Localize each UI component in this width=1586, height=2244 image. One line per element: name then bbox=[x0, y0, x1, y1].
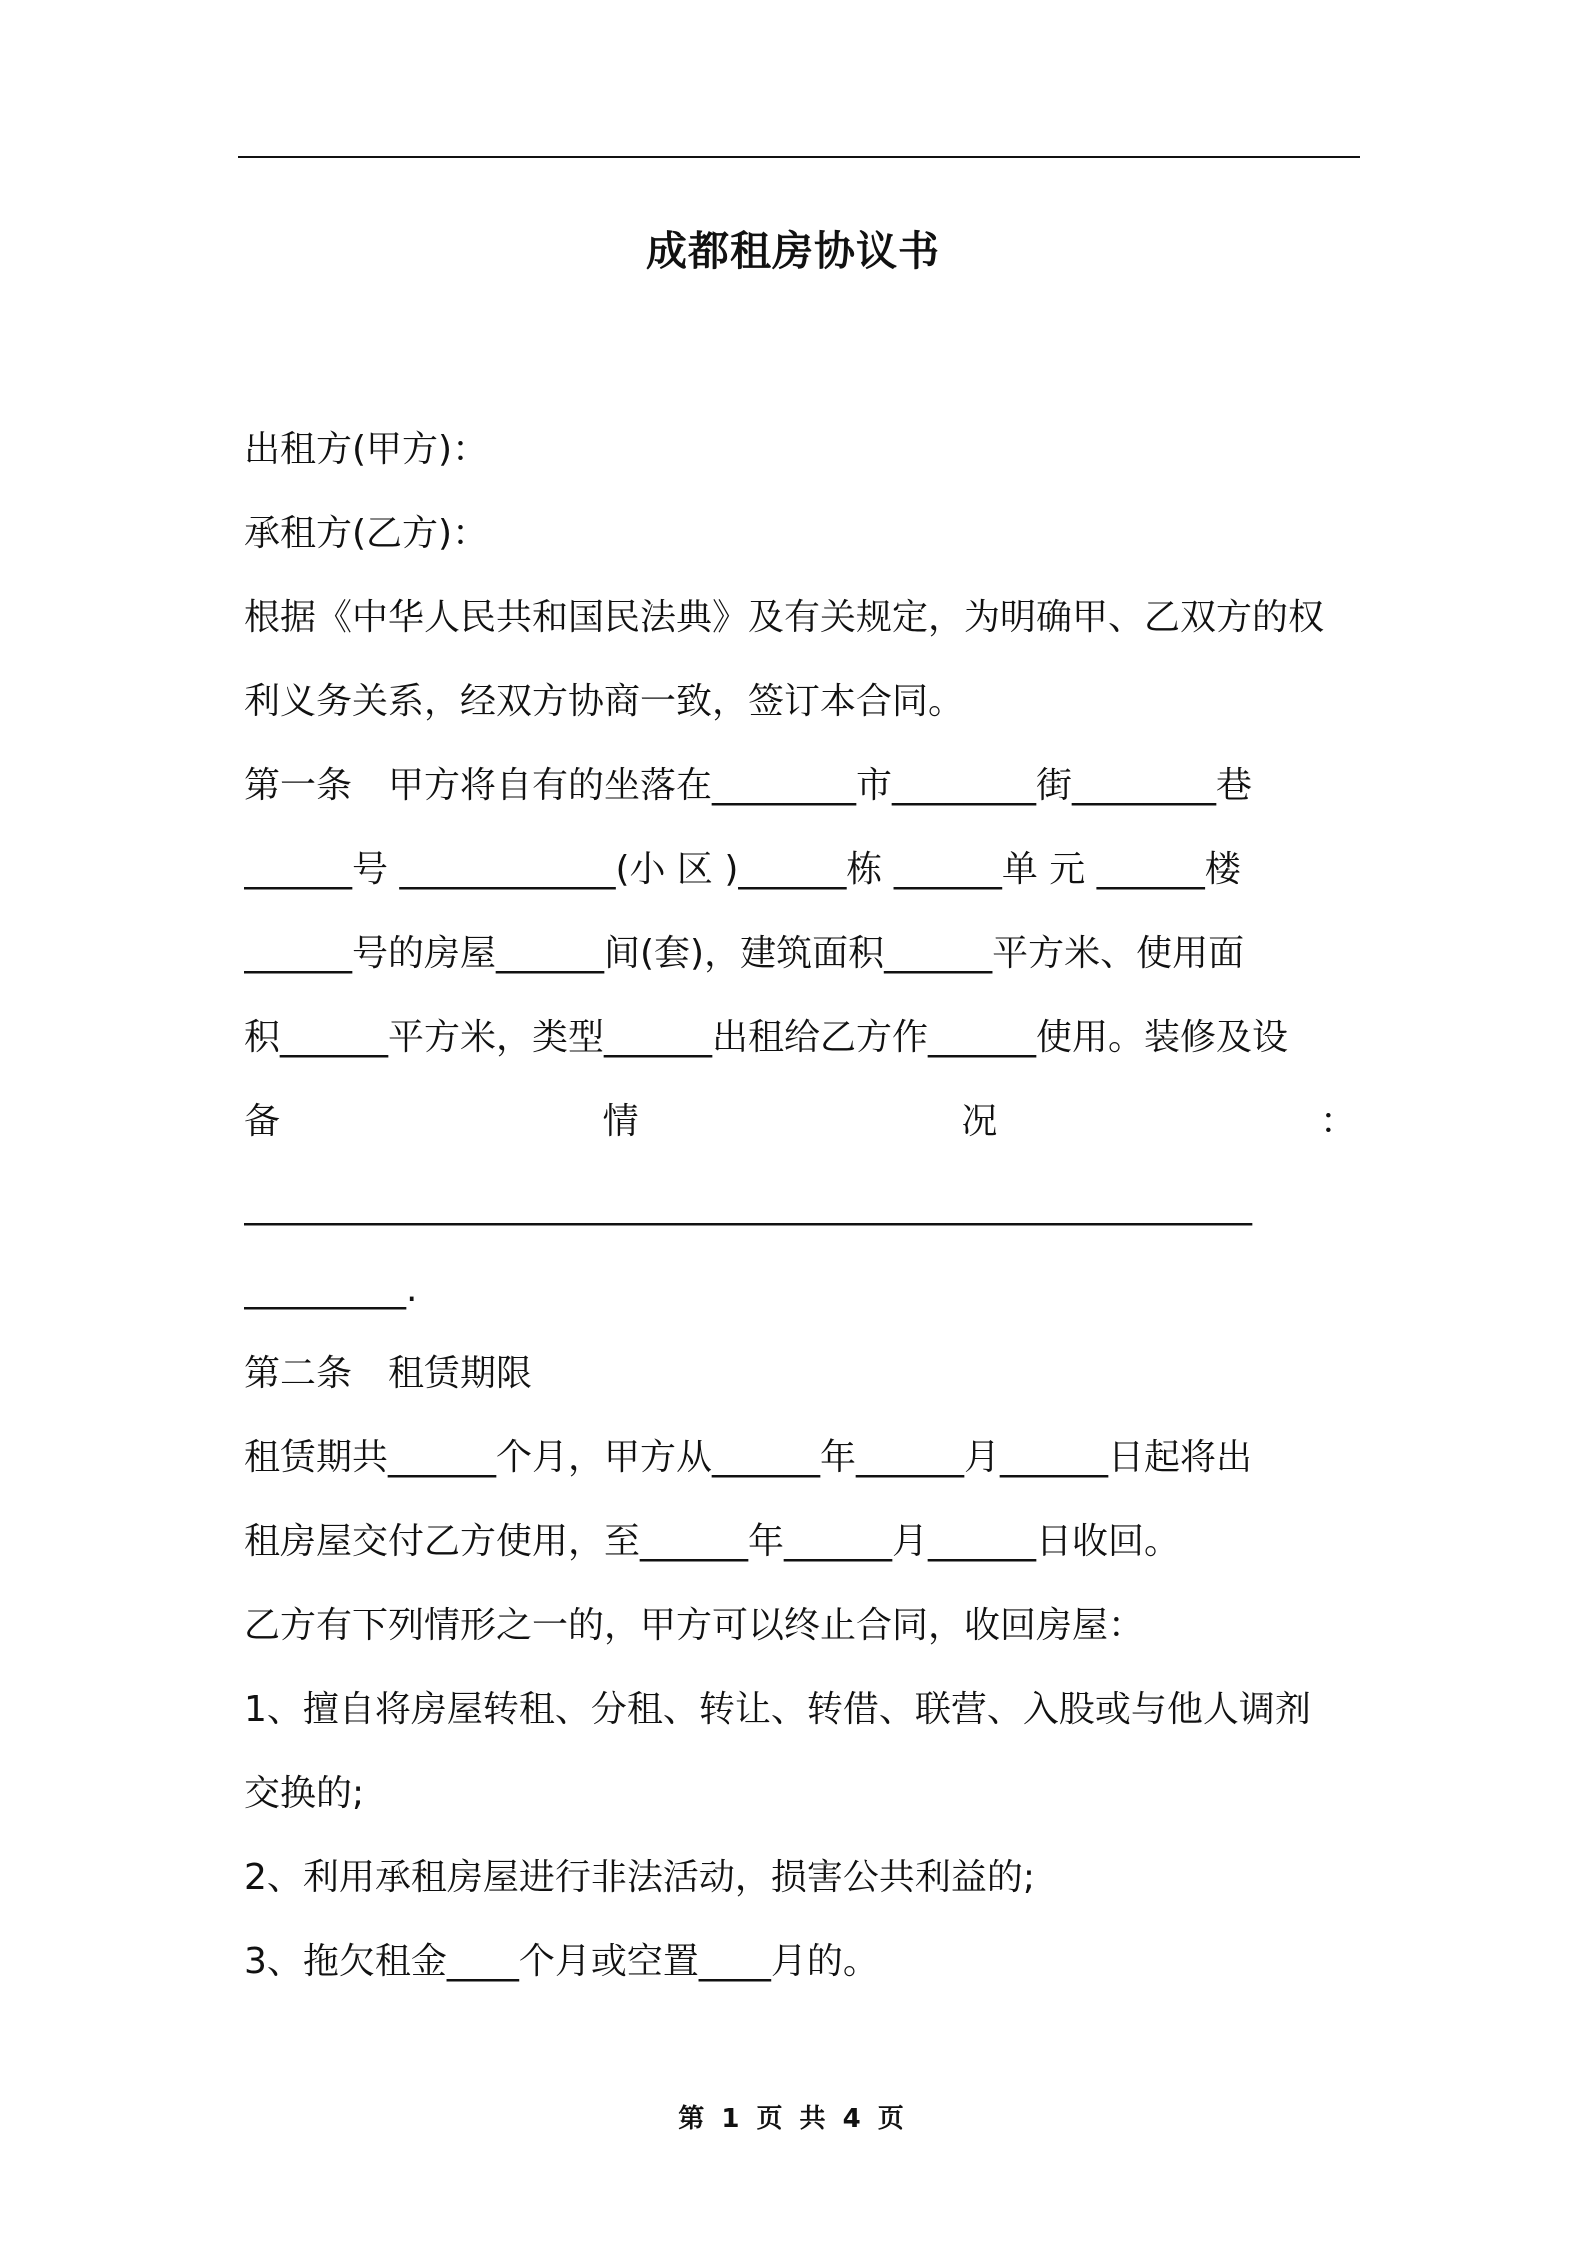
termination-intro: 乙方有下列情形之一的，甲方可以终止合同，收回房屋： bbox=[244, 1605, 1145, 1646]
blank-fill-line: ________________________________________________________ bbox=[244, 1185, 1252, 1226]
lessee-line: 承租方(乙方)： bbox=[244, 513, 489, 554]
article-2-line: 租赁期共______个月，甲方从______年______月______日起将出 bbox=[244, 1437, 1253, 1478]
termination-item-3: 3、拖欠租金____个月或空置____月的。 bbox=[244, 1941, 879, 1982]
spread-char: 况 bbox=[961, 1101, 998, 1142]
article-1-line: ______号的房屋______间(套)，建筑面积______平方米、使用面 bbox=[244, 933, 1245, 974]
article-1-line: 积______平方米，类型______出租给乙方作______使用。装修及设 bbox=[244, 1017, 1289, 1058]
header-rule bbox=[238, 156, 1360, 158]
spread-char: 情 bbox=[602, 1101, 639, 1142]
document-title: 成都租房协议书 bbox=[646, 227, 940, 275]
preamble-line: 利义务关系，经双方协商一致，签订本合同。 bbox=[244, 681, 965, 722]
article-2-heading: 第二条 租赁期限 bbox=[244, 1353, 533, 1394]
article-1-line: 第一条 甲方将自有的坐落在________市________街________巷 bbox=[244, 765, 1253, 806]
blank-fill-line: _________. bbox=[244, 1269, 418, 1310]
equipment-status-line bbox=[244, 1080, 1356, 1164]
spread-char: ： bbox=[1319, 1101, 1356, 1142]
lessor-line: 出租方(甲方)： bbox=[244, 429, 489, 470]
preamble-line: 根据《中华人民共和国民法典》及有关规定，为明确甲、乙双方的权 bbox=[244, 597, 1325, 638]
termination-item-1-cont: 交换的; bbox=[244, 1773, 365, 1814]
page-indicator: 第 1 页 共 4 页 bbox=[678, 2104, 908, 2134]
article-2-line: 租房屋交付乙方使用，至______年______月______日收回。 bbox=[244, 1521, 1181, 1562]
spread-char: 备 bbox=[244, 1101, 281, 1142]
termination-item-2: 2、利用承租房屋进行非法活动，损害公共利益的; bbox=[244, 1857, 1036, 1898]
document-body bbox=[244, 408, 1356, 2004]
article-1-line: ______号 ____________(小 区 )______栋 ______单 元 ______楼 bbox=[244, 849, 1241, 890]
termination-item-1: 1、擅自将房屋转租、分租、转让、转借、联营、入股或与他人调剂 bbox=[244, 1689, 1311, 1730]
